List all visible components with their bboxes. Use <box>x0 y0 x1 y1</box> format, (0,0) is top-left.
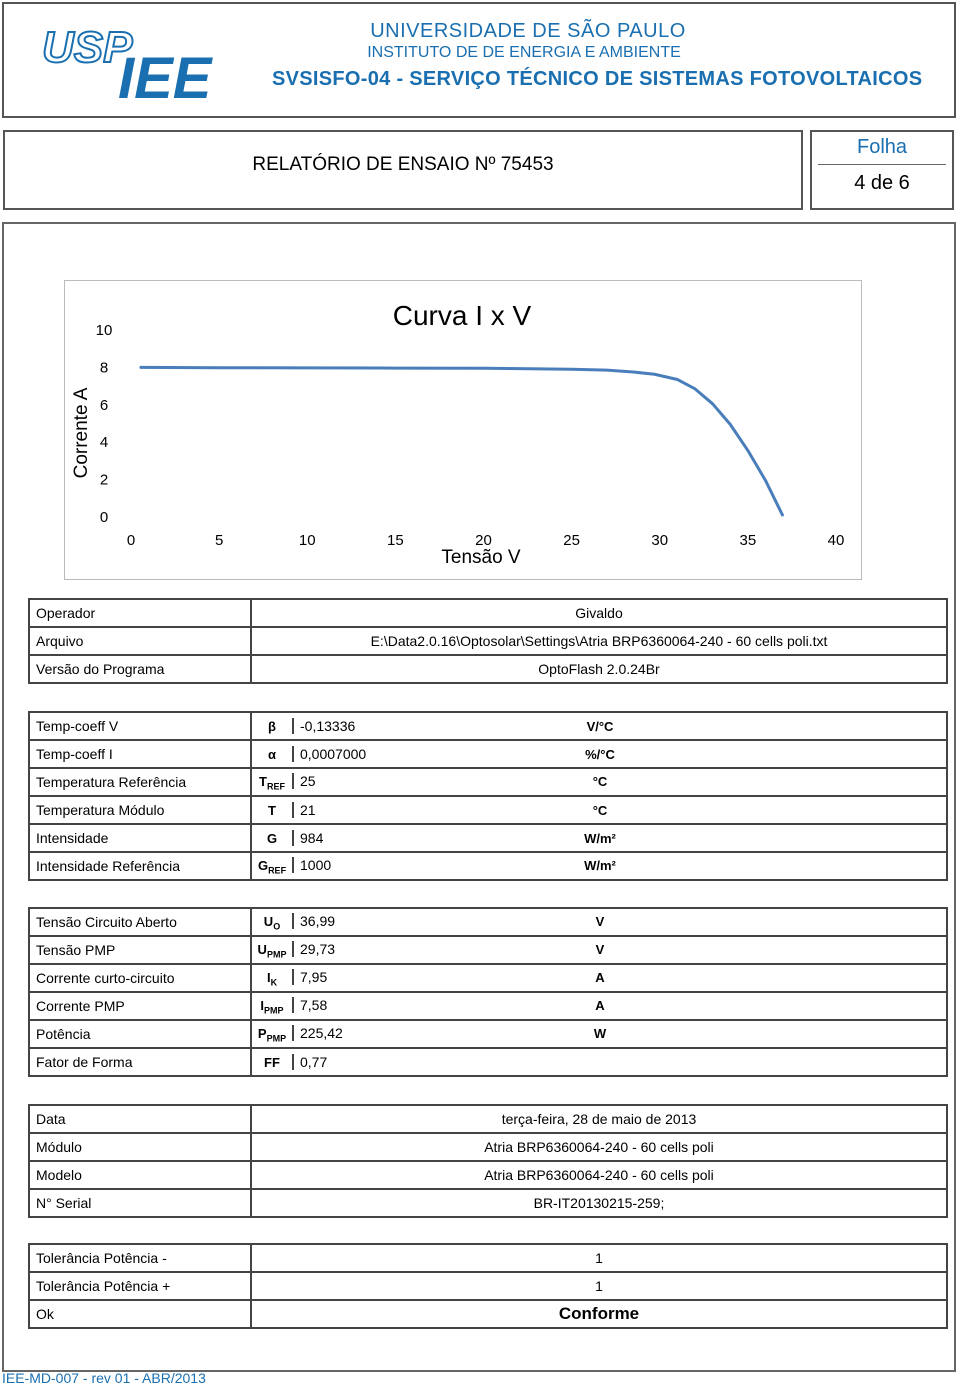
iv-curve-point <box>677 379 678 380</box>
iv-curve-point <box>730 424 731 425</box>
symbol-main: G <box>266 831 278 846</box>
iv-curve-point <box>483 368 484 369</box>
tolerance-table <box>28 1243 948 1329</box>
param-unit: °C <box>592 803 608 818</box>
row-value: E:\Data2.0.16\Optosolar\Settings\Atria BRP6360064-240 - 60 cells poli.txt <box>251 627 947 655</box>
sheet-number: 4 de 6 <box>854 172 910 194</box>
table-row <box>29 824 947 852</box>
param-symbol <box>252 747 292 762</box>
param-data <box>251 852 947 880</box>
row-value: 1 <box>251 1244 947 1272</box>
row-label: Versão do Programa <box>29 655 251 683</box>
iv-curve-point <box>712 403 713 404</box>
param-data <box>251 1020 947 1048</box>
param-value: 984 <box>292 830 420 846</box>
row-value: Givaldo <box>251 599 947 627</box>
param-symbol <box>252 1026 292 1044</box>
param-label: Corrente curto-circuito <box>29 964 251 992</box>
row-label: Módulo <box>29 1133 251 1161</box>
param-unit: W <box>593 1025 607 1041</box>
param-symbol <box>252 858 292 876</box>
iv-curve-point <box>782 516 783 517</box>
table-row <box>29 712 947 740</box>
param-label: Tensão PMP <box>29 936 251 964</box>
symbol-main: T <box>268 803 276 818</box>
iv-curve-point <box>219 367 220 368</box>
symbol-sub: PMP <box>264 1005 284 1016</box>
param-data <box>251 824 947 852</box>
param-unit: V <box>595 913 605 929</box>
param-symbol <box>252 774 292 792</box>
param-symbol <box>252 914 292 932</box>
param-value: 225,42 <box>292 1025 420 1041</box>
logo-iee-text: IEE <box>118 46 212 102</box>
symbol-main: U <box>263 913 274 929</box>
y-tick-label: 2 <box>99 471 109 489</box>
iv-curve-point <box>571 369 572 370</box>
operator-table <box>28 598 948 684</box>
module-info-table <box>28 1104 948 1218</box>
row-label: Arquivo <box>29 627 251 655</box>
table-row <box>29 964 947 992</box>
x-tick-label: 35 <box>739 532 757 549</box>
param-data <box>251 992 947 1020</box>
table-row <box>29 627 947 655</box>
table-row <box>29 1300 947 1328</box>
param-data <box>251 1048 947 1076</box>
table-row <box>29 1048 947 1076</box>
param-label: Potência <box>29 1020 251 1048</box>
param-symbol <box>252 1055 292 1070</box>
param-unit: A <box>595 969 605 985</box>
symbol-sub: K <box>270 977 278 988</box>
document-code: IEE-MD-007 - rev 01 - ABR/2013 <box>2 1370 206 1386</box>
param-label: Intensidade <box>29 824 251 852</box>
symbol-main: G <box>257 857 269 873</box>
report-title: RELATÓRIO DE ENSAIO Nº 75453 <box>252 154 554 175</box>
symbol-main: α <box>268 747 276 762</box>
param-value: 36,99 <box>292 913 420 929</box>
table-row <box>29 1133 947 1161</box>
param-unit: V <box>595 941 605 957</box>
row-value: OptoFlash 2.0.24Br <box>251 655 947 683</box>
iv-curve-point <box>654 374 655 375</box>
param-data <box>251 768 947 796</box>
param-value: 1000 <box>292 857 420 873</box>
x-tick-label: 40 <box>827 532 845 549</box>
y-tick-label: 4 <box>99 434 109 452</box>
y-axis-label: Corrente A <box>71 387 92 479</box>
table-row <box>29 1189 947 1217</box>
param-data <box>251 740 947 768</box>
row-value: Conforme <box>251 1300 947 1328</box>
param-symbol <box>252 803 292 818</box>
table-row <box>29 992 947 1020</box>
row-value: Atria BRP6360064-240 - 60 cells poli <box>251 1133 947 1161</box>
table-row <box>29 796 947 824</box>
y-tick-label: 8 <box>99 359 109 377</box>
table-row <box>29 1272 947 1300</box>
symbol-main: FF <box>264 1055 280 1070</box>
param-value: 7,58 <box>292 997 420 1013</box>
param-data <box>251 796 947 824</box>
table-row <box>29 740 947 768</box>
table-row <box>29 655 947 683</box>
sheet-label: Folha <box>856 136 908 158</box>
param-value: -0,13336 <box>292 718 420 734</box>
iv-curve-point <box>307 367 308 368</box>
row-label: Tolerância Potência - <box>29 1244 251 1272</box>
x-tick-label: 15 <box>387 532 404 549</box>
param-label: Temp-coeff I <box>29 740 251 768</box>
param-data <box>251 908 947 936</box>
param-label: Fator de Forma <box>29 1048 251 1076</box>
param-value: 21 <box>292 802 420 818</box>
param-unit: W/m² <box>584 831 616 846</box>
param-symbol <box>252 831 292 846</box>
param-value: 25 <box>292 773 420 789</box>
param-symbol <box>252 719 292 734</box>
row-label: Data <box>29 1105 251 1133</box>
iv-curve-point <box>633 372 634 373</box>
symbol-sub: PMP <box>266 949 287 960</box>
symbol-sub: REF <box>266 781 285 792</box>
param-value: 0,77 <box>292 1054 420 1070</box>
symbol-main: U <box>257 941 267 957</box>
symbol-main: P <box>257 1025 267 1041</box>
table-row <box>29 599 947 627</box>
param-label: Temperatura Referência <box>29 768 251 796</box>
table-row <box>29 1105 947 1133</box>
param-unit: A <box>595 997 605 1013</box>
table-row <box>29 1244 947 1272</box>
param-data <box>251 936 947 964</box>
param-unit: W/m² <box>584 857 616 873</box>
table-row <box>29 768 947 796</box>
results-table <box>28 907 948 1077</box>
param-symbol <box>252 970 292 988</box>
x-axis-label: Tensão V <box>441 547 521 568</box>
row-label: Tolerância Potência + <box>29 1272 251 1300</box>
table-row <box>29 936 947 964</box>
param-label: Intensidade Referência <box>29 852 251 880</box>
symbol-main: T <box>259 773 267 789</box>
iv-curve-point <box>606 370 607 371</box>
university-name: UNIVERSIDADE DE SÃO PAULO <box>370 20 686 42</box>
iv-curve-point <box>139 367 140 368</box>
x-tick-label: 0 <box>126 532 136 549</box>
param-label: Corrente PMP <box>29 992 251 1020</box>
param-unit: V/°C <box>586 719 614 734</box>
param-value: 7,95 <box>292 969 420 985</box>
param-label: Temperatura Módulo <box>29 796 251 824</box>
service-name: SVSISFO-04 - SERVIÇO TÉCNICO DE SISTEMAS FOTOVOLTAICOS <box>272 68 923 90</box>
param-symbol <box>252 998 292 1016</box>
param-label: Temp-coeff V <box>29 712 251 740</box>
row-value: BR-IT20130215-259; <box>251 1189 947 1217</box>
param-value: 0,0007000 <box>292 746 420 762</box>
table-row <box>29 852 947 880</box>
table-row <box>29 908 947 936</box>
row-value: 1 <box>251 1272 947 1300</box>
param-data <box>251 712 947 740</box>
chart-title: Curva I x V <box>392 300 532 331</box>
iv-curve-chart <box>0 0 960 600</box>
iv-curve-point <box>747 450 748 451</box>
x-tick-label: 25 <box>563 532 580 549</box>
institute-name: INSTITUTO DE DE ENERGIA E AMBIENTE <box>367 44 681 61</box>
y-tick-label: 10 <box>95 322 113 339</box>
iv-curve-point <box>695 388 696 389</box>
row-label: Ok <box>29 1300 251 1328</box>
iv-curve-point <box>765 480 766 481</box>
y-tick-label: 6 <box>99 396 109 414</box>
symbol-main: I <box>260 997 265 1013</box>
param-unit: %/°C <box>585 747 615 762</box>
y-tick-label: 0 <box>99 509 109 526</box>
row-value: terça-feira, 28 de maio de 2013 <box>251 1105 947 1133</box>
symbol-sub: PMP <box>266 1033 287 1044</box>
symbol-main: I <box>266 969 271 985</box>
row-label: Modelo <box>29 1161 251 1189</box>
iv-curve-line <box>140 367 783 516</box>
conditions-table <box>28 711 948 881</box>
symbol-sub: REF <box>268 865 287 876</box>
param-data <box>251 964 947 992</box>
x-tick-label: 30 <box>651 532 669 549</box>
symbol-main: β <box>268 719 276 734</box>
x-tick-label: 10 <box>298 532 316 549</box>
row-label: N° Serial <box>29 1189 251 1217</box>
param-value: 29,73 <box>292 941 420 957</box>
x-tick-label: 20 <box>475 532 492 549</box>
row-label: Operador <box>29 599 251 627</box>
row-value: Atria BRP6360064-240 - 60 cells poli <box>251 1161 947 1189</box>
iv-curve-point <box>395 368 396 369</box>
param-unit: °C <box>592 773 608 789</box>
x-tick-label: 5 <box>214 532 224 549</box>
logo-usp-text: USP <box>42 23 133 72</box>
table-row <box>29 1020 947 1048</box>
symbol-sub: O <box>273 921 281 932</box>
param-symbol <box>252 942 292 960</box>
table-row <box>29 1161 947 1189</box>
param-label: Tensão Circuito Aberto <box>29 908 251 936</box>
